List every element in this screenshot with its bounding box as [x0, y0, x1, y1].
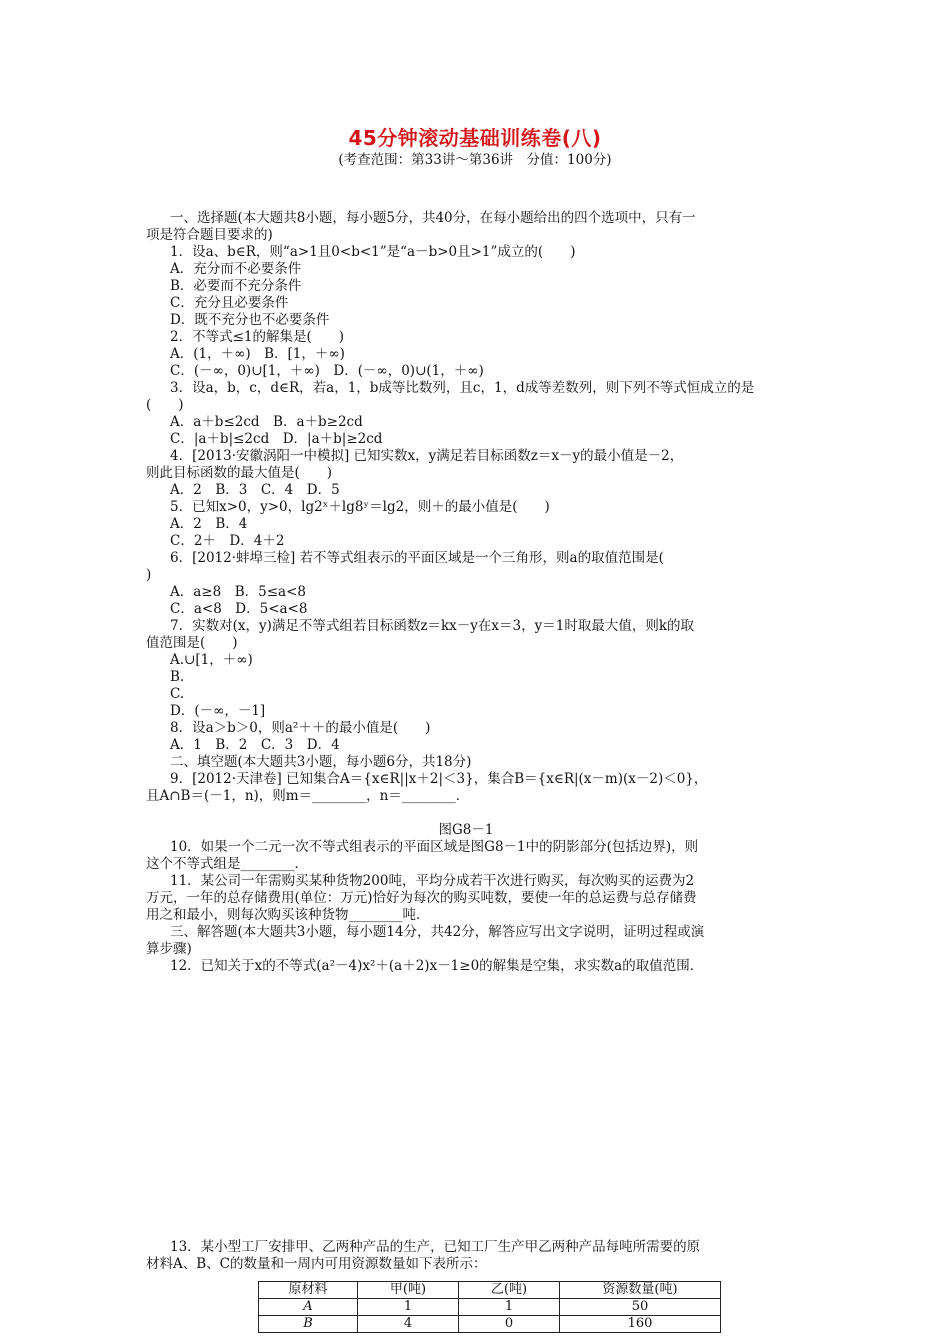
text-line: 项是符合题目要求的) — [146, 227, 273, 243]
text-line: 且A∩B＝(－1，n)，则m＝________，n＝________． — [146, 788, 470, 804]
resource-table — [258, 1281, 721, 1333]
text-line: 则此目标函数的最大值是( ) — [146, 465, 333, 481]
text-line: A．a＋b≤2cd B．a＋b≥2cd — [170, 414, 363, 430]
q13-line-2: 材料A、B、C的数量和一周内可用资源数量如下表所示： — [146, 1256, 487, 1272]
table-cell: B — [259, 1316, 358, 1333]
text-line: 11．某公司一年需购买某种货物200吨，平均分成若干次进行购买，每次购买的运费为2 — [170, 873, 695, 889]
table-cell: 50 — [560, 1299, 721, 1316]
text-line: 4．[2013·安徽涡阳一中模拟] 已知实数x，y满足若目标函数z＝x－y的最小值是－2， — [170, 448, 684, 464]
text-line: D．既不充分也不必要条件 — [170, 312, 330, 328]
text-line: C．2＋ D．4＋2 — [170, 533, 285, 549]
table-cell: 0 — [459, 1316, 560, 1333]
text-line: 6．[2012·蚌埠三检] 若不等式组表示的平面区域是一个三角形，则a的取值范围是( — [170, 550, 664, 566]
text-line: 8．设a＞b＞0，则a²＋＋的最小值是( ) — [170, 720, 431, 736]
text-line: C．充分且必要条件 — [170, 295, 289, 311]
text-line: A．1 B．2 C．3 D．4 — [170, 737, 340, 753]
text-line: C．a<8 D．5<a<8 — [170, 601, 308, 617]
table-cell: 160 — [560, 1316, 721, 1333]
text-line: 9．[2012·天津卷] 已知集合A＝{x∈R||x＋2|＜3}，集合B＝{x∈R|(x－m)(x－2)＜0}， — [170, 771, 708, 787]
text-line: 12．已知关于x的不等式(a²－4)x²＋(a＋2)x－1≥0的解集是空集，求实数a的取值范围． — [170, 958, 704, 974]
text-line: 2．不等式≤1的解集是( ) — [170, 329, 345, 345]
text-line: 用之和最小，则每次购买该种货物________吨． — [146, 907, 430, 923]
table-header-cell: 原材料 — [259, 1282, 358, 1299]
text-line: 三、解答题(本大题共3小题，每小题14分，共42分，解答应写出文字说明，证明过程或演 — [170, 924, 705, 940]
text-line: C. — [170, 686, 185, 702]
text-line: ( ) — [146, 397, 184, 413]
text-line: 3．设a，b，c，d∈R，若a，1，b成等比数列，且c，1，d成等差数列，则下列不等式恒成立的是 — [170, 380, 755, 396]
exam-body — [146, 210, 826, 1333]
table-row — [259, 1299, 721, 1316]
table-row — [259, 1316, 721, 1333]
text-line: A.∪[1，＋∞) — [170, 652, 253, 668]
page-subtitle: (考查范围：第33讲～第36讲 分值：100分) — [338, 152, 612, 168]
text-line: 一、选择题(本大题共8小题，每小题5分，共40分，在每小题给出的四个选项中，只有一 — [170, 210, 696, 226]
text-line: C．(－∞，0)∪[1，＋∞) D．(－∞，0)∪(1，＋∞) — [170, 363, 484, 379]
text-line: ) — [146, 567, 152, 583]
text-line: A．(1，＋∞) B．[1，＋∞) — [170, 346, 345, 362]
question-lines — [146, 210, 826, 975]
table-cell: 1 — [459, 1299, 560, 1316]
text-line: B. — [170, 669, 185, 685]
text-line: 图G8－1 — [438, 822, 494, 838]
text-line: A．a≥8 B．5≤a<8 — [170, 584, 306, 600]
text-line: 值范围是( ) — [146, 635, 238, 651]
text-line: A．充分而不必要条件 — [170, 261, 302, 277]
text-line: D．(－∞，－1] — [170, 703, 266, 719]
table-header-cell: 资源数量(吨) — [560, 1282, 721, 1299]
text-line: 7．实数对(x，y)满足不等式组若目标函数z＝kx－y在x＝3，y＝1时取最大值，则k的取 — [170, 618, 694, 634]
text-line: 算步骤) — [146, 941, 192, 957]
text-line: C．|a＋b|≤2cd D．|a＋b|≥2cd — [170, 431, 383, 447]
table-cell: 1 — [358, 1299, 459, 1316]
text-line: A．2 B．4 — [170, 516, 248, 532]
q13-line-1: 13．某小型工厂安排甲、乙两种产品的生产，已知工厂生产甲乙两种产品每吨所需要的原 — [170, 1239, 701, 1255]
table-cell: 4 — [358, 1316, 459, 1333]
text-line: B．必要而不充分条件 — [170, 278, 302, 294]
text-line: 万元，一年的总存储费用(单位：万元)恰好为每次的购买吨数，要使一年的总运费与总存储费 — [146, 890, 697, 906]
text-line: 1．设a、b∈R，则“a>1且0<b<1”是“a－b>0且>1”成立的( ) — [170, 244, 576, 260]
table-header-cell: 乙(吨) — [459, 1282, 560, 1299]
table-cell: A — [259, 1299, 358, 1316]
text-line: 二、填空题(本大题共3小题，每小题6分，共18分) — [170, 754, 472, 770]
text-line: A．2 B．3 C．4 D．5 — [170, 482, 340, 498]
text-line — [146, 805, 826, 822]
text-line: 10．如果一个二元一次不等式组表示的平面区域是图G8－1中的阴影部分(包括边界)，则 — [170, 839, 699, 855]
text-line: 这个不等式组是________． — [146, 856, 308, 872]
page-title: 45分钟滚动基础训练卷(八) — [348, 126, 602, 150]
table-header-cell: 甲(吨) — [358, 1282, 459, 1299]
answer-space — [146, 975, 826, 1239]
table-header-row — [259, 1282, 721, 1299]
text-line: 5．已知x>0，y>0，lg2ˣ＋lg8ʸ＝lg2，则＋的最小值是( ) — [170, 499, 550, 515]
